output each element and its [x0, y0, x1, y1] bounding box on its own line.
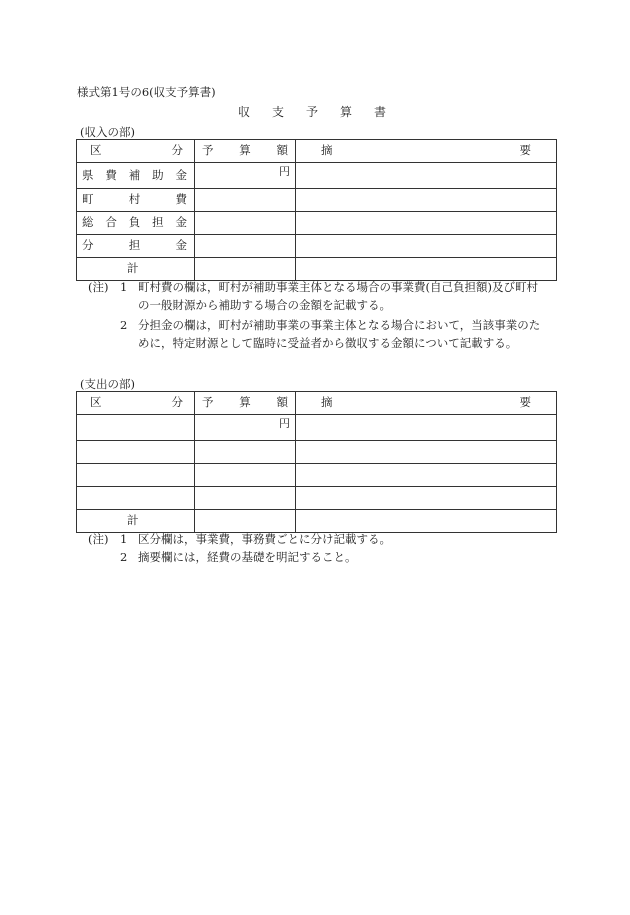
table-row [77, 487, 557, 510]
amount-cell [195, 258, 296, 281]
table-row [77, 189, 557, 212]
total-row [77, 510, 557, 533]
amount-cell [195, 464, 296, 487]
table-row [77, 163, 557, 189]
table-row [77, 441, 557, 464]
table-header-row [77, 392, 557, 415]
income-note-2: 2 分担金の欄は，町村が補助事業の事業主体となる場合において，当該事業のた [120, 318, 541, 332]
income-table [76, 139, 557, 281]
amount-cell [195, 212, 296, 235]
amount-cell [195, 235, 296, 258]
table-row [77, 212, 557, 235]
table-row [77, 415, 557, 441]
division-cell [77, 464, 195, 487]
remarks-cell [296, 163, 557, 189]
remarks-cell [296, 258, 557, 281]
remarks-cell [296, 464, 557, 487]
remarks-header: 摘 要 [296, 140, 557, 163]
row-label-municipal-cost: 町 村 費 [82, 192, 187, 207]
table-row [77, 235, 557, 258]
amount-cell [195, 510, 296, 533]
amount-cell [195, 441, 296, 464]
remarks-cell [296, 487, 557, 510]
row-label-share-contribution: 分 担 金 [82, 238, 187, 253]
total-label: 計 [77, 510, 195, 533]
table-header-row [77, 140, 557, 163]
remarks-header: 摘 要 [296, 392, 557, 415]
income-note-2-continued: めに，特定財源として臨時に受益者から徴収する金額について記載する。 [138, 336, 518, 350]
total-row [77, 258, 557, 281]
remarks-cell [296, 415, 557, 441]
expense-note-2: 2 摘要欄には，経費の基礎を明記すること。 [120, 550, 357, 564]
amount-cell [195, 487, 296, 510]
expense-section-label: (支出の部) [80, 377, 135, 391]
division-cell [77, 441, 195, 464]
remarks-cell [296, 212, 557, 235]
row-label-prefectural-subsidy: 県 費 補 助 金 [82, 167, 187, 182]
remarks-cell [296, 189, 557, 212]
yen-unit: 円 [195, 415, 296, 441]
total-label: 計 [77, 258, 195, 281]
division-cell [77, 415, 195, 441]
row-label-general-contribution: 総 合 負 担 金 [82, 215, 187, 230]
table-row [77, 464, 557, 487]
document-title: 収支予算書 [238, 105, 409, 119]
division-header: 区 分 [77, 140, 195, 163]
division-header: 区 分 [77, 392, 195, 415]
amount-cell [195, 189, 296, 212]
expense-note-1: (注) 1 区分欄は，事業費，事務費ごとに分け記載する。 [88, 532, 391, 546]
yen-unit: 円 [195, 163, 296, 189]
form-number-label: 様式第1号の6(収支予算書) [77, 85, 216, 99]
remarks-cell [296, 510, 557, 533]
remarks-cell [296, 235, 557, 258]
amount-header: 予 算 額 [195, 140, 296, 163]
income-note-1-continued: の一般財源から補助する場合の金額を記載する。 [138, 298, 391, 312]
division-cell [77, 487, 195, 510]
amount-header: 予 算 額 [195, 392, 296, 415]
income-note-1: (注) 1 町村費の欄は，町村が補助事業主体となる場合の事業費(自己負担額)及び町村 [88, 280, 538, 294]
income-section-label: (収入の部) [80, 125, 135, 139]
remarks-cell [296, 441, 557, 464]
expense-table [76, 391, 557, 533]
